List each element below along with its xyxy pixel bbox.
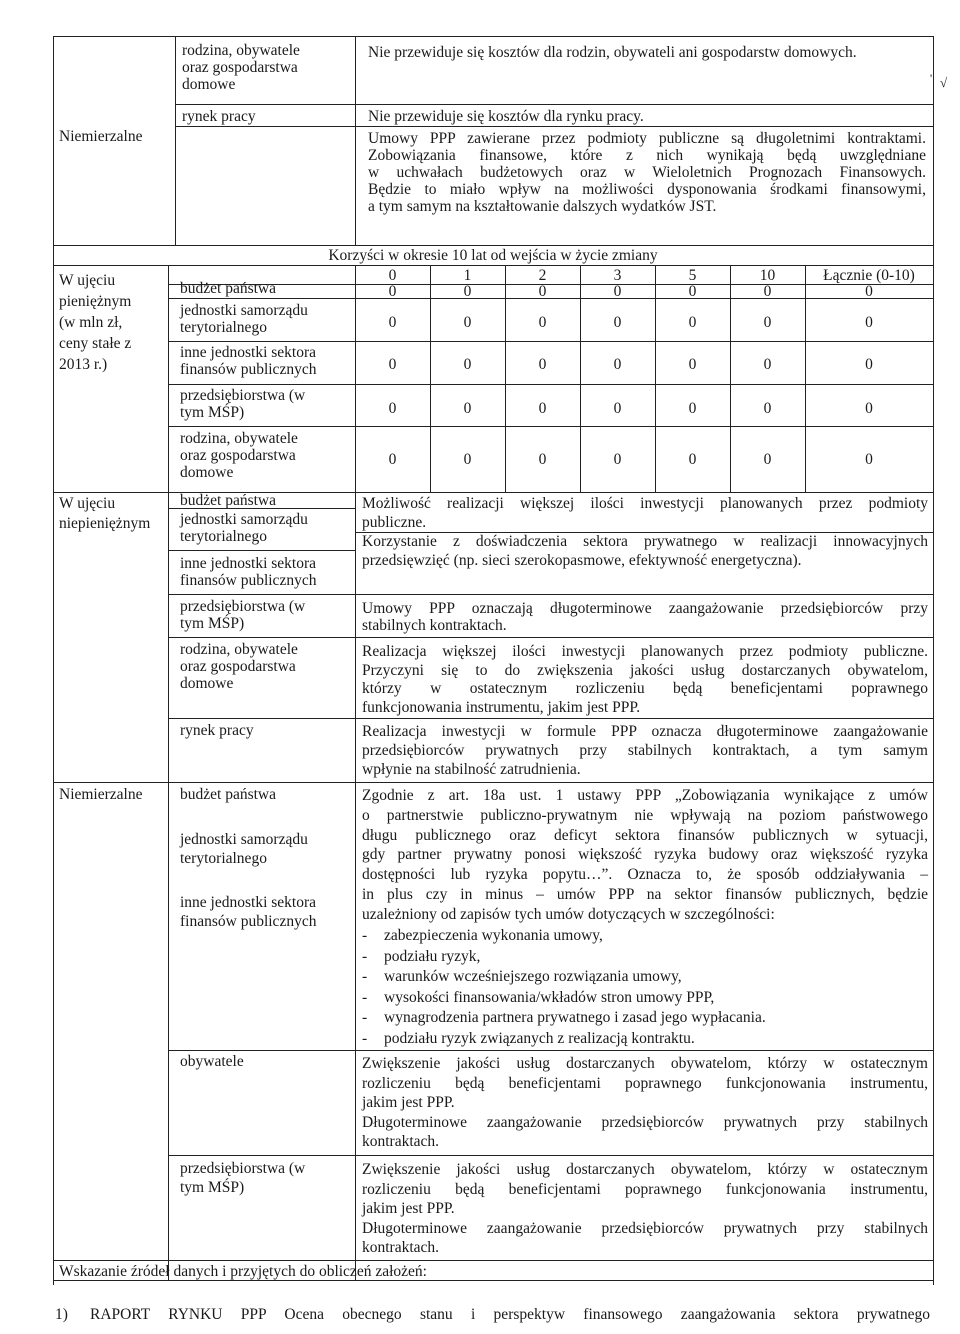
benefit-value: 0: [763, 314, 772, 331]
benefit-value: 0: [388, 283, 397, 300]
benefit-value: 0: [865, 400, 873, 417]
unmeasurable-label: inne jednostki sektora finansów publicznych: [180, 894, 317, 930]
benefit-value: 0: [613, 356, 622, 373]
benefit-value: 0: [613, 283, 622, 300]
bullet-item: - podziału ryzyk,: [362, 947, 481, 965]
category-niemierzalne-top: Niemierzalne: [59, 128, 143, 145]
year-header: 10: [759, 267, 776, 284]
bullet-item: - zabezpieczenia wykonania umowy,: [362, 927, 603, 944]
year-header: 0: [388, 267, 397, 284]
benefit-value: 0: [688, 283, 697, 300]
benefit-value: 0: [865, 283, 873, 300]
przedsiebiorstwa-label: przedsiębiorstwa (w tym MŚP): [180, 1160, 306, 1196]
year-header: 5: [688, 267, 697, 284]
benefit-value: 0: [688, 400, 697, 417]
benefit-value: 0: [688, 356, 697, 373]
benefit-value: 0: [865, 314, 873, 331]
nonmonetary-label: inne jednostki sektora finansów publicznych: [180, 555, 317, 589]
benefit-value: 0: [388, 356, 397, 373]
benefit-value: 0: [538, 400, 547, 417]
benefit-value: 0: [388, 314, 397, 331]
row-text-rodzina: Nie przewiduje się kosztów dla rodzin, obywateli ani gospodarstw domowych.: [368, 44, 857, 61]
source-text: RAPORT RYNKU PPP Ocena obecnego stanu i perspektyw finansowego zaangażowania sektora prywatnego: [90, 1306, 930, 1323]
benefit-value: 0: [388, 451, 397, 468]
benefit-row-label: jednostki samorządu terytorialnego: [180, 302, 308, 336]
benefit-value: 0: [865, 356, 873, 373]
benefit-value: 0: [688, 451, 697, 468]
benefit-value: 0: [613, 314, 622, 331]
obywatele-label: obywatele: [180, 1053, 244, 1070]
row-label-rynek-pracy: rynek pracy: [182, 108, 256, 125]
benefit-row-label: rodzina, obywatele oraz gospodarstwa domowe: [180, 430, 298, 481]
benefit-row-label: przedsiębiorstwa (w tym MŚP): [180, 387, 306, 421]
benefit-value: 0: [613, 400, 622, 417]
benefit-value: 0: [463, 400, 472, 417]
nonmonetary-text-d: Realizacja inwestycji w formule PPP oznacza długoterminowe zaangażowanie przedsiębiorców prywatnych przy stabilnych kontraktach, a tym samym wpłynie na stabilność zatrudnienia.: [362, 723, 928, 778]
unmeasurable-label: jednostki samorządu terytorialnego: [180, 831, 308, 867]
row-text-rynek-pracy: Nie przewiduje się kosztów dla rynku pracy.: [368, 108, 644, 125]
benefits-title: Korzyści w okresie 10 lat od wejścia w życie zmiany: [328, 247, 658, 264]
nonmonetary-text-a: Możliwość realizacji większej ilości inwestycji planowanych przez podmioty publiczne. Korzystanie z doświadczenia sektora prywatnego w realizacji innowacyjnych przedsięwzięć (np. sieci szerokopasmowe, efektywność energetyczna).: [362, 495, 928, 569]
row-text-niemierzalne-top: Umowy PPP zawierane przez podmioty publiczne są długoletnimi kontraktami. Zobowiązania finansowe, które z nich wynikają będą uwzględniane w uchwałach budżetowych oraz w Wieloletnich Prognozach Finansowych. Będzie to miało wpływ na możliwości dysponowania środkami finansowymi, a tym samym na kształtowanie dalszych wydatków JST.: [368, 130, 926, 215]
benefit-row-label: inne jednostki sektora finansów publicznych: [180, 344, 317, 378]
nonmonetary-text-c: Realizacja większej ilości inwestycji planowanych przez podmioty publiczne. Przyczyni się to do zwiększenia jakości usług dostarczanych obywatelom, którzy w ostatecznym rozliczeniu będą beneficjentami poprawnego funkcjonowania instrumentu, jakim jest PPP.: [362, 643, 928, 716]
przedsiebiorstwa-text: Zwiększenie jakości usług dostarczanych obywatelom, którzy w ostatecznym rozliczeniu będą beneficjentami poprawnego funkcjonowania instrumentu, jakim jest PPP. Długoterminowe zaangażowanie przedsiębiorców prywatnych przy stabilnych kontraktach.: [362, 1161, 928, 1256]
benefit-value: 0: [538, 314, 547, 331]
margin-check-mark: √: [940, 75, 948, 90]
bullet-item: - wynagrodzenia partnera prywatnego i zasad jego wypłacania.: [362, 1009, 766, 1026]
benefit-value: 0: [463, 451, 472, 468]
margin-mark: ': [930, 71, 933, 85]
source-number: 1): [55, 1306, 68, 1323]
benefit-value: 0: [388, 400, 397, 417]
benefit-value: 0: [538, 356, 547, 373]
year-header: 3: [613, 267, 622, 284]
benefit-value: 0: [463, 314, 472, 331]
benefit-value: 0: [763, 451, 772, 468]
nonmonetary-label: przedsiębiorstwa (w tym MŚP): [180, 598, 306, 632]
category-niemierzalne: Niemierzalne: [59, 786, 143, 803]
year-header: 1: [463, 267, 472, 284]
bullet-item: - wysokości finansowania/wkładów stron umowy PPP,: [362, 988, 715, 1006]
category-pieniezne: W ujęciu pieniężnym (w mln zł, ceny stałe z 2013 r.): [59, 272, 132, 373]
benefit-value: 0: [538, 451, 547, 468]
nonmonetary-label: jednostki samorządu terytorialnego: [180, 511, 308, 545]
nonmonetary-label: budżet państwa: [180, 492, 276, 509]
benefit-value: 0: [463, 356, 472, 373]
sources-label: Wskazanie źródeł danych i przyjętych do obliczeń założeń:: [59, 1263, 427, 1280]
benefit-row-label: budżet państwa: [180, 280, 276, 297]
bullet-item: - podziału ryzyk związanych z realizacją kontraktu.: [362, 1029, 695, 1047]
benefit-value: 0: [763, 356, 772, 373]
nonmonetary-label: rynek pracy: [180, 722, 254, 739]
benefit-value: 0: [688, 314, 697, 331]
benefit-value: 0: [613, 451, 622, 468]
benefit-value: 0: [763, 400, 772, 417]
unmeasurable-text: Zgodnie z art. 18a ust. 1 ustawy PPP „Zobowiązania wynikające z umów o partnerstwie publiczno-prywatnym nie wpływają na poziom państwowego długu publicznego oraz deficyt sektora finansów publicznych w sytuacji, gdy partner prywatny ponosi większość ryzyka budowy oraz większość ryzyka dostępności lub ryzyka popytu…”. Oznacza to, że sposób oddziaływania – in plus czy in minus – umów PPP na sektor finansów publicznych, będzie uzależniony od zapisów tych umów dotyczących w szczególności:: [362, 787, 928, 923]
benefit-value: 0: [865, 451, 873, 468]
year-header: 2: [538, 267, 547, 284]
benefit-value: 0: [763, 283, 772, 300]
year-header-total: Łącznie (0-10): [823, 267, 915, 284]
category-niepieniezne: W ujęciu niepieniężnym: [59, 495, 151, 532]
benefit-value: 0: [538, 283, 547, 300]
nonmonetary-label: rodzina, obywatele oraz gospodarstwa domowe: [180, 641, 298, 692]
bullet-list: [362, 926, 766, 1049]
obywatele-text: Zwiększenie jakości usług dostarczanych obywatelom, którzy w ostatecznym rozliczeniu będą beneficjentami poprawnego funkcjonowania instrumentu, jakim jest PPP. Długoterminowe zaangażowanie przedsiębiorców prywatnych przy stabilnych kontraktach.: [362, 1055, 928, 1150]
nonmonetary-text-b: Umowy PPP oznaczają długoterminowe zaangażowanie przedsiębiorców przy stabilnych kontraktach.: [362, 600, 928, 634]
benefit-value: 0: [463, 283, 472, 300]
row-label-rodzina: rodzina, obywatele oraz gospodarstwa domowe: [182, 42, 300, 93]
bullet-item: - warunków wcześniejszego rozwiązania umowy,: [362, 968, 682, 985]
unmeasurable-label: budżet państwa: [180, 786, 276, 803]
